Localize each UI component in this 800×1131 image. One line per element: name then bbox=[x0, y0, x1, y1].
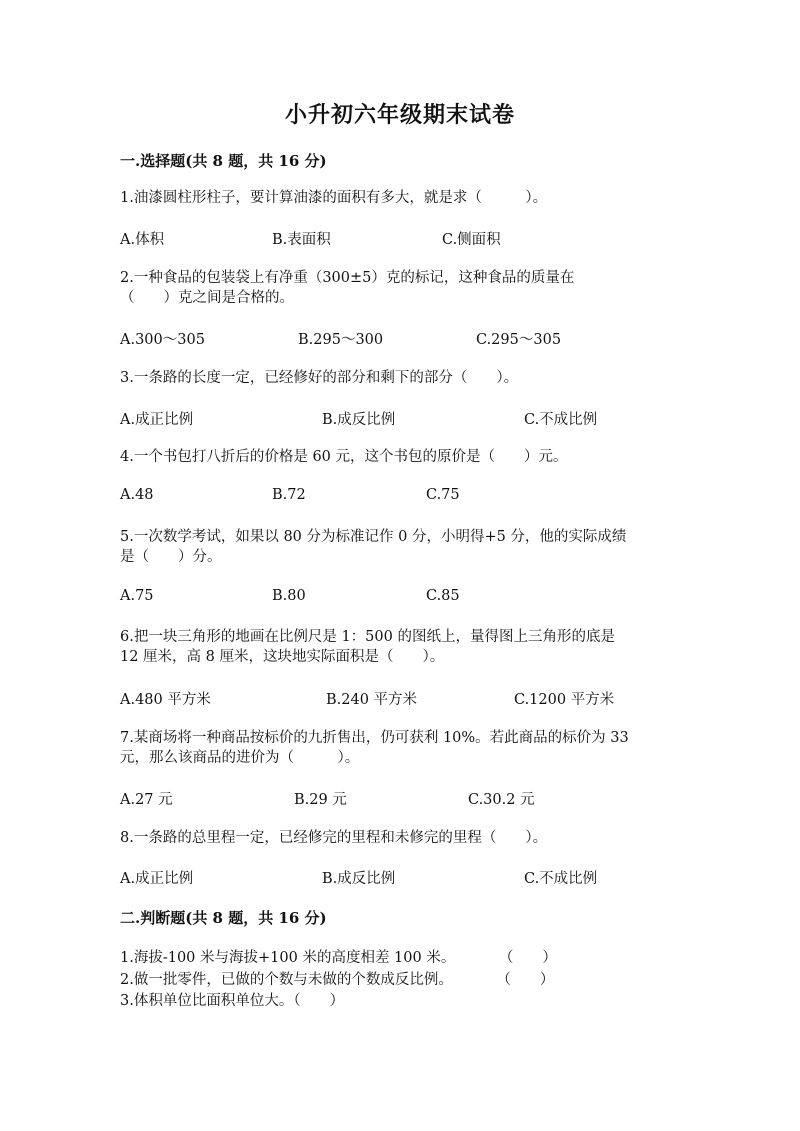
option-7c: C.30.2 元 bbox=[468, 792, 535, 808]
question-3: 3.一条路的长度一定，已经修好的部分和剩下的部分（ ）。 bbox=[120, 370, 519, 386]
option-1a: A.体积 bbox=[120, 232, 165, 248]
question-7: 7.某商场将一种商品按标价的九折售出，仍可获利 10%。若此商品的标价为 33 元，那么该商品的进价为（ ）。 bbox=[120, 730, 629, 766]
option-2a: A.300～305 bbox=[120, 332, 205, 348]
option-8a: A.成正比例 bbox=[120, 871, 194, 887]
option-3c: C.不成比例 bbox=[524, 412, 598, 428]
section-heading-choice: 一.选择题(共 8 题，共 16 分) bbox=[120, 152, 327, 170]
option-3b: B.成反比例 bbox=[322, 412, 396, 428]
option-5a: A.75 bbox=[120, 588, 154, 604]
question-5: 5.一次数学考试，如果以 80 分为标准记作 0 分，小明得+5 分，他的实际成绩 是（ ）分。 bbox=[120, 529, 627, 565]
option-3a: A.成正比例 bbox=[120, 412, 194, 428]
option-6a: A.480 平方米 bbox=[120, 692, 211, 708]
option-7b: B.29 元 bbox=[294, 792, 347, 808]
question-4: 4.一个书包打八折后的价格是 60 元，这个书包的原价是（ ）元。 bbox=[120, 449, 568, 465]
option-6c: C.1200 平方米 bbox=[514, 692, 615, 708]
question-8: 8.一条路的总里程一定，已经修完的里程和未修完的里程（ ）。 bbox=[120, 830, 548, 846]
option-1b: B.表面积 bbox=[272, 232, 331, 248]
option-6b: B.240 平方米 bbox=[326, 692, 418, 708]
option-8b: B.成反比例 bbox=[322, 871, 396, 887]
option-5c: C.85 bbox=[426, 588, 460, 604]
judge-question-2: 2.做一批零件，已做的个数与未做的个数成反比例。 （ ） bbox=[120, 972, 555, 988]
option-5b: B.80 bbox=[272, 588, 306, 604]
judge-question-1: 1.海拔-100 米与海拔+100 米的高度相差 100 米。 （ ） bbox=[120, 950, 557, 966]
option-8c: C.不成比例 bbox=[524, 871, 598, 887]
option-4b: B.72 bbox=[272, 487, 306, 503]
judge-question-3: 3.体积单位比面积单位大。（ ） bbox=[120, 993, 345, 1009]
option-4c: C.75 bbox=[426, 487, 460, 503]
option-2b: B.295～300 bbox=[298, 332, 384, 348]
option-4a: A.48 bbox=[120, 487, 154, 503]
option-1c: C.侧面积 bbox=[442, 232, 501, 248]
option-7a: A.27 元 bbox=[120, 792, 173, 808]
page-title: 小升初六年级期末试卷 bbox=[284, 102, 515, 128]
question-1: 1.油漆圆柱形柱子，要计算油漆的面积有多大，就是求（ ）。 bbox=[120, 190, 548, 206]
option-2c: C.295～305 bbox=[476, 332, 562, 348]
section-heading-judge: 二.判断题(共 8 题，共 16 分) bbox=[120, 909, 327, 927]
question-2: 2.一种食品的包装袋上有净重（300±5）克的标记，这种食品的质量在 （ ）克之间是合格的。 bbox=[120, 270, 575, 306]
question-6: 6.把一块三角形的地画在比例尺是 1：500 的图纸上，量得图上三角形的底是 12 厘米，高 8 厘米，这块地实际面积是（ ）。 bbox=[120, 629, 615, 665]
